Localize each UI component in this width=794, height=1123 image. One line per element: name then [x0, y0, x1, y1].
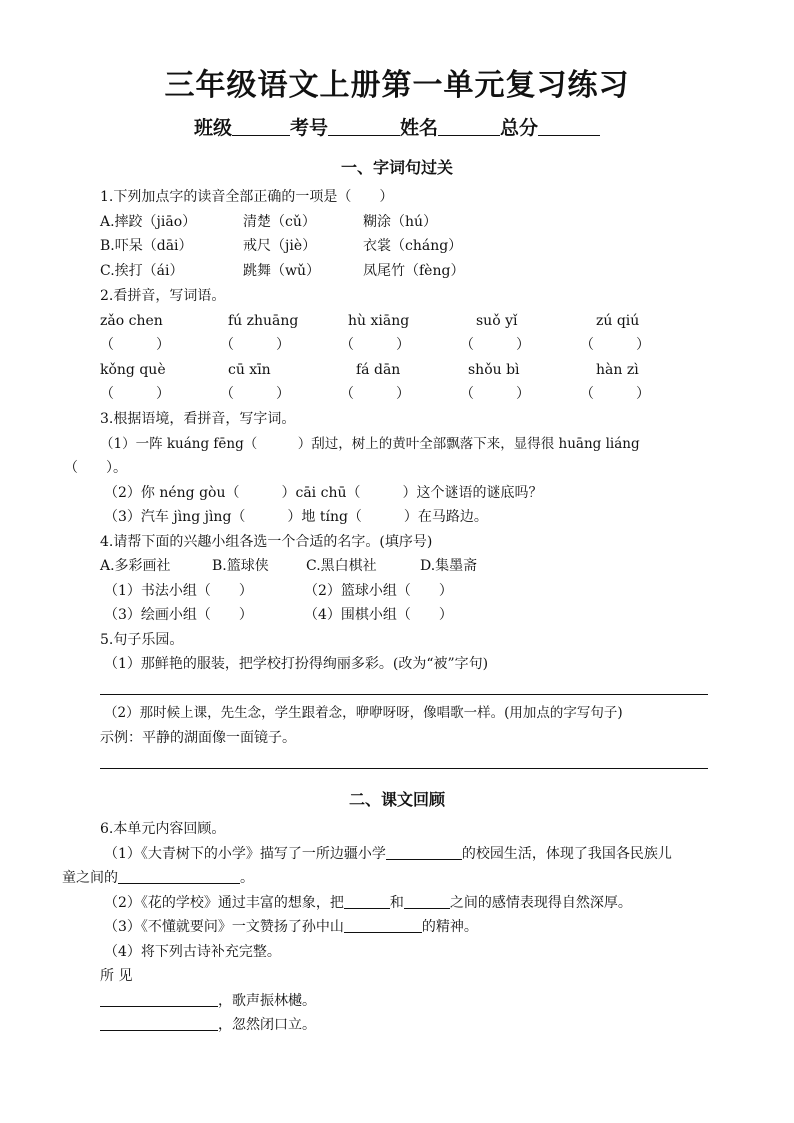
answer-line[interactable] [100, 768, 708, 769]
q5-stem: 5.句子乐园。 [100, 632, 184, 648]
pinyin-prompt: fú zhuāng [228, 313, 299, 329]
pinyin-prompt: shǒu bì [468, 362, 520, 378]
q4-option: C.黑白棋社 [306, 558, 377, 574]
name-field[interactable] [438, 117, 500, 136]
answer-paren[interactable]: （ ） [220, 386, 290, 402]
q1-option: B.吓呆（dāi） [100, 238, 193, 254]
q6-item-3: （3）《不懂就要问》一文赞扬了孙中山 的精神。 [104, 919, 478, 935]
q4-item: （2）篮球小组（ ） [304, 583, 453, 599]
fill-blank[interactable] [344, 918, 422, 933]
q1-option: 戒尺（jiè） [243, 238, 317, 254]
q1-option: 凤尾竹（fèng） [363, 263, 465, 279]
q3-item-3: （3）汽车 jìng jìng（ ）地 tíng（ ）在马路边。 [104, 509, 488, 525]
q1-option: 跳舞（wǔ） [243, 263, 320, 279]
page-title: 三年级语文上册第一单元复习练习 [164, 68, 630, 103]
q4-option: B.篮球侠 [212, 558, 269, 574]
q4-stem: 4.请帮下面的兴趣小组各选一个合适的名字。(填序号) [100, 534, 433, 550]
class-label: 班级 [193, 117, 232, 139]
exam-no-label: 考号 [289, 117, 328, 139]
student-info-line [0, 113, 794, 140]
q3-item-2: （2）你 néng gòu（ ）cāi chū（ ）这个谜语的谜底吗？ [104, 485, 543, 501]
poem-title: 所 见 [100, 968, 133, 984]
pinyin-prompt: hù xiāng [348, 313, 410, 329]
fill-blank[interactable] [100, 1016, 218, 1031]
q3-item-1-cont: （ ）。 [64, 460, 127, 476]
q6-item-1-cont: 童之间的 。 [62, 870, 254, 886]
q2-stem: 2.看拼音，写词语。 [100, 288, 226, 304]
q5-item-1: （1）那鲜艳的服装，把学校打扮得绚丽多彩。(改为“被”字句) [104, 656, 489, 672]
answer-paren[interactable]: （ ） [340, 337, 410, 353]
answer-paren[interactable]: （ ） [220, 337, 290, 353]
q3-item-1: （1）一阵 kuáng fēng（ ）刮过，树上的黄叶全部飘落下来，显得很 huāng liáng [100, 436, 640, 452]
section-heading-1: 一、字词句过关 [340, 158, 453, 177]
fill-blank[interactable] [100, 992, 218, 1007]
q5-example: 示例：平静的湖面像一面镜子。 [100, 730, 296, 746]
section-heading-2: 二、课文回顾 [348, 790, 445, 809]
q4-item: （4）围棋小组（ ） [304, 607, 453, 623]
q5-item-2: （2）那时候上课，先生念，学生跟着念，咿咿呀呀，像唱歌一样。(用加点的字写句子) [104, 705, 623, 721]
q6-item-1: （1）《大青树下的小学》描写了一所边疆小学 的校园生活，体现了我国各民族儿 [104, 846, 672, 862]
score-field[interactable] [538, 117, 600, 136]
answer-paren[interactable]: （ ） [340, 386, 410, 402]
poem-line-1: ，歌声振林樾。 [100, 992, 316, 1010]
fill-blank[interactable] [344, 894, 390, 909]
q4-item: （1）书法小组（ ） [104, 583, 253, 599]
exam-no-field[interactable] [328, 117, 400, 136]
q6-stem: 6.本单元内容回顾。 [100, 821, 226, 837]
pinyin-prompt: suǒ yǐ [476, 313, 518, 329]
answer-paren[interactable]: （ ） [100, 386, 170, 402]
answer-paren[interactable]: （ ） [100, 337, 170, 353]
pinyin-prompt: hàn zì [596, 362, 639, 378]
q3-stem: 3.根据语境，看拼音，写字词。 [100, 411, 296, 427]
q1-option: 清楚（cǔ） [243, 214, 316, 230]
fill-blank[interactable] [404, 894, 450, 909]
name-label: 姓名 [400, 117, 439, 139]
class-field[interactable] [232, 117, 290, 136]
q4-option: A.多彩画社 [100, 558, 171, 574]
pinyin-prompt: zǎo chen [100, 313, 163, 329]
q6-item-4: （4）将下列古诗补充完整。 [104, 944, 281, 960]
answer-paren[interactable]: （ ） [580, 386, 650, 402]
fill-blank[interactable] [118, 869, 240, 884]
q4-option: D.集墨斋 [420, 558, 478, 574]
q1-option: 糊涂（hú） [363, 214, 438, 230]
pinyin-prompt: cū xīn [228, 362, 271, 378]
q1-option: A.摔跤（jiāo） [100, 214, 197, 230]
pinyin-prompt: kǒng què [100, 362, 166, 378]
q4-item: （3）绘画小组（ ） [104, 607, 253, 623]
pinyin-prompt: zú qiú [596, 313, 640, 329]
q6-item-2: （2）《花的学校》通过丰富的想象，把 和 之间的感情表现得自然深厚。 [104, 895, 632, 911]
pinyin-prompt: fá dān [356, 362, 401, 378]
answer-paren[interactable]: （ ） [460, 386, 530, 402]
poem-line-2: ，忽然闭口立。 [100, 1016, 316, 1034]
answer-line[interactable] [100, 694, 708, 695]
score-label: 总分 [500, 117, 539, 139]
answer-paren[interactable]: （ ） [460, 337, 530, 353]
q1-option: 衣裳（cháng） [363, 238, 463, 254]
fill-blank[interactable] [386, 845, 462, 860]
answer-paren[interactable]: （ ） [580, 337, 650, 353]
q1-stem: 1.下列加点字的读音全部正确的一项是（ ） [100, 189, 394, 205]
q1-option: C.挨打（ái） [100, 263, 184, 279]
